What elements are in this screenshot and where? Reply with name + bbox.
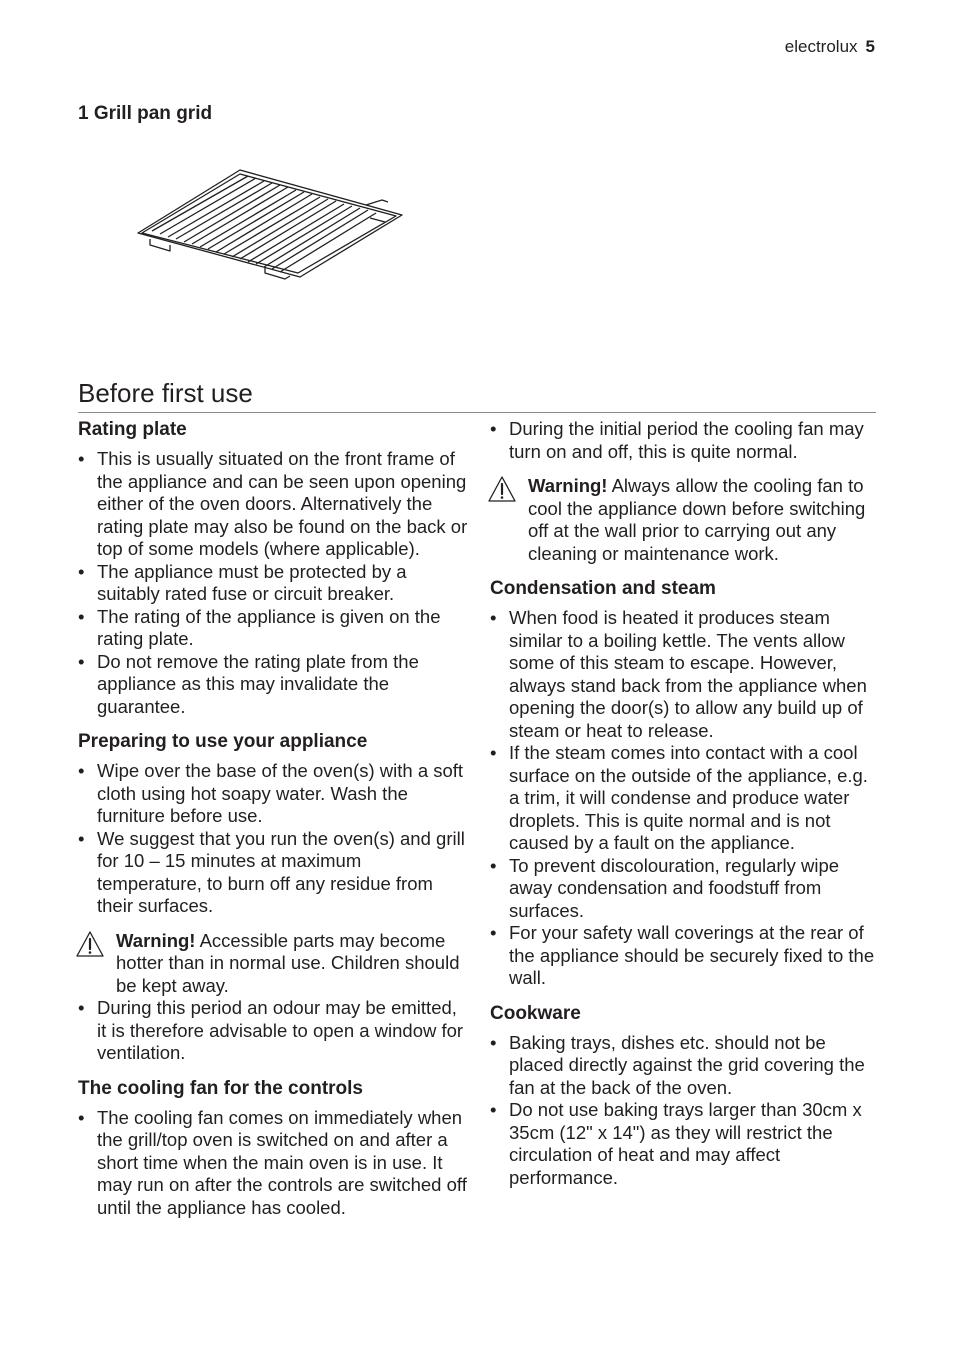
warning-text: Always allow the cooling fan to cool the appliance down before switching off at the wall prior to carrying out any cleaning or maintenance work. xyxy=(528,475,866,564)
list-item: • Wipe over the base of the oven(s) with a soft cloth using hot soapy water. Wash the furniture before use. xyxy=(78,760,468,828)
list-item: • Do not use baking trays larger than 30cm x 35cm (12" x 14") as they will restrict the circulation of heat and may affect performance. xyxy=(490,1099,878,1189)
heading-cookware: Cookware xyxy=(490,1002,581,1024)
rating-plate-list xyxy=(78,448,468,718)
grill-pan-grid-illustration xyxy=(130,165,415,285)
warning-label: Warning! xyxy=(528,475,608,496)
condensation-list xyxy=(490,607,878,990)
list-item: • Do not remove the rating plate from the appliance as this may invalidate the guarantee. xyxy=(78,651,468,719)
list-item: • If the steam comes into contact with a cool surface on the outside of the appliance, e.g. a trim, it will condense and produce water droplets. This is quite normal and is not caused by a fault on the appliance. xyxy=(490,742,878,855)
preparing-list-continued xyxy=(78,997,468,1065)
page-header xyxy=(785,37,875,57)
warning-text: Accessible parts may become hotter than in normal use. Children should be kept away. xyxy=(116,929,460,996)
warning-note xyxy=(490,475,878,565)
list-item: • During the initial period the cooling fan may turn on and off, this is quite normal. xyxy=(490,418,878,463)
list-item: • This is usually situated on the front frame of the appliance and can be seen upon opening either of the oven doors. Alternatively the rating plate may also be found on the back or top of some models (where applicable). xyxy=(78,448,468,561)
preparing-list xyxy=(78,760,468,918)
list-item: • The appliance must be protected by a suitably rated fuse or circuit breaker. xyxy=(78,561,468,606)
heading-cooling-fan: The cooling fan for the controls xyxy=(78,1077,363,1099)
section-title: Before first use xyxy=(78,378,876,413)
heading-preparing: Preparing to use your appliance xyxy=(78,731,368,752)
cookware-list xyxy=(490,1032,878,1190)
brand-name: electrolux xyxy=(784,37,858,56)
heading-condensation: Condensation and steam xyxy=(490,578,716,599)
cooling-fan-list-continued xyxy=(490,418,878,463)
list-item: • During this period an odour may be emitted, it is therefore advisable to open a window for ventilation. xyxy=(78,997,468,1065)
warning-triangle-icon xyxy=(487,475,517,503)
figure-title: 1 Grill pan grid xyxy=(78,103,213,124)
list-item: • The cooling fan comes on immediately when the grill/top oven is switched on and after a short time when the main oven is in use. It may run on after the controls are switched off until the appliance has cooled. xyxy=(78,1107,468,1220)
list-item: • The rating of the appliance is given on the rating plate. xyxy=(78,606,468,651)
heading-rating-plate: Rating plate xyxy=(78,419,187,440)
list-item: • To prevent discolouration, regularly wipe away condensation and foodstuff from surfaces. xyxy=(490,855,878,923)
list-item: • Baking trays, dishes etc. should not be placed directly against the grid covering the fan at the back of the oven. xyxy=(490,1032,878,1100)
right-column xyxy=(490,418,878,1189)
left-column xyxy=(78,418,468,1219)
page-number: 5 xyxy=(865,37,875,56)
list-item: • We suggest that you run the oven(s) and grill for 10 – 15 minutes at maximum temperature, to burn off any residue from their surfaces. xyxy=(78,828,468,918)
warning-note xyxy=(78,930,468,998)
cooling-fan-list xyxy=(78,1107,468,1220)
list-item: • For your safety wall coverings at the rear of the appliance should be securely fixed to the wall. xyxy=(490,922,878,990)
warning-triangle-icon xyxy=(75,930,105,958)
list-item: • When food is heated it produces steam similar to a boiling kettle. The vents allow some of this steam to escape. However, always stand back from the appliance when opening the door(s) to allow any build up of steam or heat to release. xyxy=(490,607,878,742)
warning-label: Warning! xyxy=(116,929,196,951)
